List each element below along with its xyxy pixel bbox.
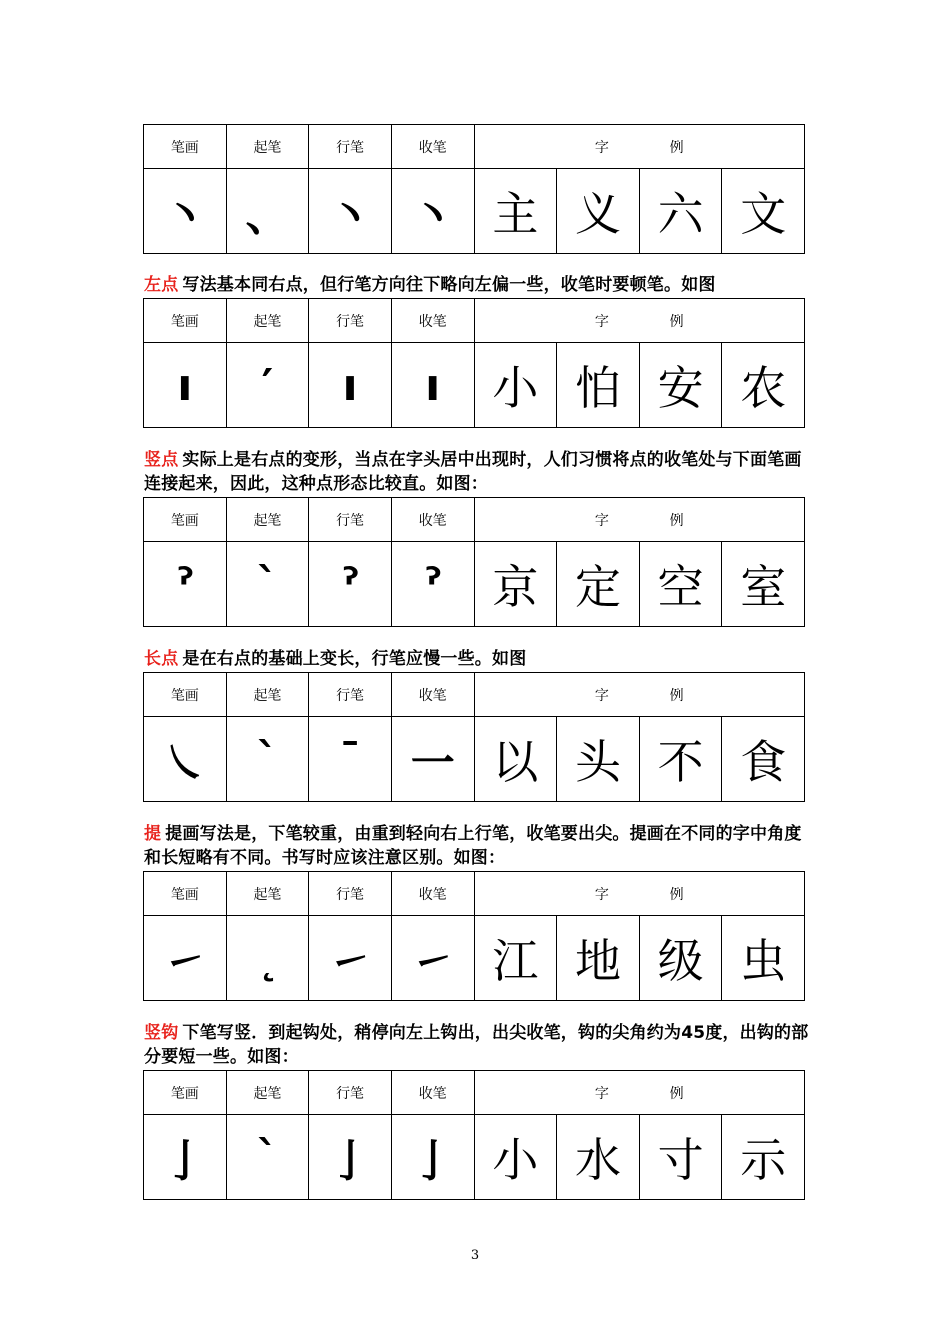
section-term: 竖钩: [144, 1023, 179, 1043]
header-end: 收笔: [391, 1071, 474, 1115]
example-char: 食: [722, 717, 805, 802]
example-char: 小: [474, 1115, 557, 1200]
end-glyph: 一: [391, 717, 474, 802]
stroke-glyph: ㇀: [144, 916, 227, 1001]
stroke-table-5: [143, 1070, 805, 1200]
section-term: 提: [144, 824, 162, 844]
header-move: 行笔: [309, 125, 392, 169]
section-text: 实际上是右点的变形，当点在字头居中出现时，人们习惯将点的收笔处与下面笔画连接起来，因此，这种点形态比较直。如图：: [144, 450, 802, 494]
example-char: 定: [557, 542, 640, 627]
page-number: 3: [470, 1248, 480, 1263]
stroke-glyph: 亅: [144, 1115, 227, 1200]
header-stroke: 笔画: [144, 673, 227, 717]
section-text: 写法基本同右点，但行笔方向往下略向左偏一些，收笔时要顿笔。如图: [182, 275, 716, 295]
start-glyph: ˛: [226, 916, 309, 1001]
example-char: 小: [474, 343, 557, 428]
example-char: 寸: [639, 1115, 722, 1200]
stroke-table-4: [143, 871, 805, 1001]
example-char: 农: [722, 343, 805, 428]
section-description: [144, 448, 810, 496]
start-glyph: ˋ: [226, 717, 309, 802]
example-char: 京: [474, 542, 557, 627]
stroke-table-1: [143, 298, 805, 428]
header-start: 起笔: [226, 498, 309, 542]
header-start: 起笔: [226, 299, 309, 343]
end-glyph: ˀ: [391, 542, 474, 627]
example-char: 室: [722, 542, 805, 627]
section-text: 提画写法是，下笔较重，由重到轻向右上行笔，收笔要出尖。提画在不同的字中角度和长短略有不同。书写时应该注意区别。如图：: [144, 824, 802, 868]
example-char: 示: [722, 1115, 805, 1200]
example-char: 文: [722, 169, 805, 254]
header-examples: 字 例: [474, 498, 805, 542]
section-term: 长点: [144, 649, 179, 669]
example-char: 级: [639, 916, 722, 1001]
header-stroke: 笔画: [144, 299, 227, 343]
example-char: 虫: [722, 916, 805, 1001]
end-glyph: 丶: [391, 169, 474, 254]
start-glyph: ˋ: [226, 1115, 309, 1200]
header-move: 行笔: [309, 299, 392, 343]
section-description: [144, 1021, 810, 1069]
example-char: 义: [557, 169, 640, 254]
section-term: 竖点: [144, 450, 179, 470]
move-glyph: ˀ: [309, 542, 392, 627]
header-end: 收笔: [391, 498, 474, 542]
header-stroke: 笔画: [144, 872, 227, 916]
move-glyph: ㇀: [309, 916, 392, 1001]
section-description: [144, 822, 810, 870]
example-char: 空: [639, 542, 722, 627]
header-start: 起笔: [226, 673, 309, 717]
stroke-glyph: ˀ: [144, 542, 227, 627]
example-char: 地: [557, 916, 640, 1001]
header-end: 收笔: [391, 673, 474, 717]
header-end: 收笔: [391, 299, 474, 343]
example-char: 江: [474, 916, 557, 1001]
header-examples: 字 例: [474, 673, 805, 717]
header-stroke: 笔画: [144, 1071, 227, 1115]
move-glyph: 亅: [309, 1115, 392, 1200]
start-glyph: ˋ: [226, 542, 309, 627]
header-move: 行笔: [309, 1071, 392, 1115]
start-glyph: 、: [226, 169, 309, 254]
header-end: 收笔: [391, 872, 474, 916]
end-glyph: ı: [391, 343, 474, 428]
stroke-glyph: ㇏: [144, 717, 227, 802]
example-char: 六: [639, 169, 722, 254]
section-description: [144, 273, 810, 297]
header-examples: 字 例: [474, 1071, 805, 1115]
example-char: 水: [557, 1115, 640, 1200]
move-glyph: ˉ: [309, 717, 392, 802]
example-char: 怕: [557, 343, 640, 428]
header-start: 起笔: [226, 872, 309, 916]
header-move: 行笔: [309, 872, 392, 916]
example-char: 安: [639, 343, 722, 428]
header-stroke: 笔画: [144, 498, 227, 542]
stroke-table-2: [143, 497, 805, 627]
stroke-glyph: ı: [144, 343, 227, 428]
example-char: 以: [474, 717, 557, 802]
end-glyph: 亅: [391, 1115, 474, 1200]
end-glyph: ㇀: [391, 916, 474, 1001]
example-char: 不: [639, 717, 722, 802]
header-start: 起笔: [226, 125, 309, 169]
start-glyph: ′: [226, 343, 309, 428]
example-char: 主: [474, 169, 557, 254]
stroke-glyph: 丶: [144, 169, 227, 254]
stroke-table-3: [143, 672, 805, 802]
header-examples: 字 例: [474, 299, 805, 343]
example-char: 头: [557, 717, 640, 802]
section-text: 是在右点的基础上变长，行笔应慢一些。如图: [182, 649, 527, 669]
header-move: 行笔: [309, 673, 392, 717]
header-start: 起笔: [226, 1071, 309, 1115]
move-glyph: 丶: [309, 169, 392, 254]
section-text: 下笔写竖．到起钩处，稍停向左上钩出，出尖收笔，钩的尖角约为45度，出钩的部分要短一些。如图：: [144, 1023, 809, 1067]
header-examples: 字 例: [474, 872, 805, 916]
header-end: 收笔: [391, 125, 474, 169]
stroke-table-0: [143, 124, 805, 254]
move-glyph: ı: [309, 343, 392, 428]
header-examples: 字 例: [474, 125, 805, 169]
header-stroke: 笔画: [144, 125, 227, 169]
section-term: 左点: [144, 275, 179, 295]
section-description: [144, 647, 810, 671]
header-move: 行笔: [309, 498, 392, 542]
